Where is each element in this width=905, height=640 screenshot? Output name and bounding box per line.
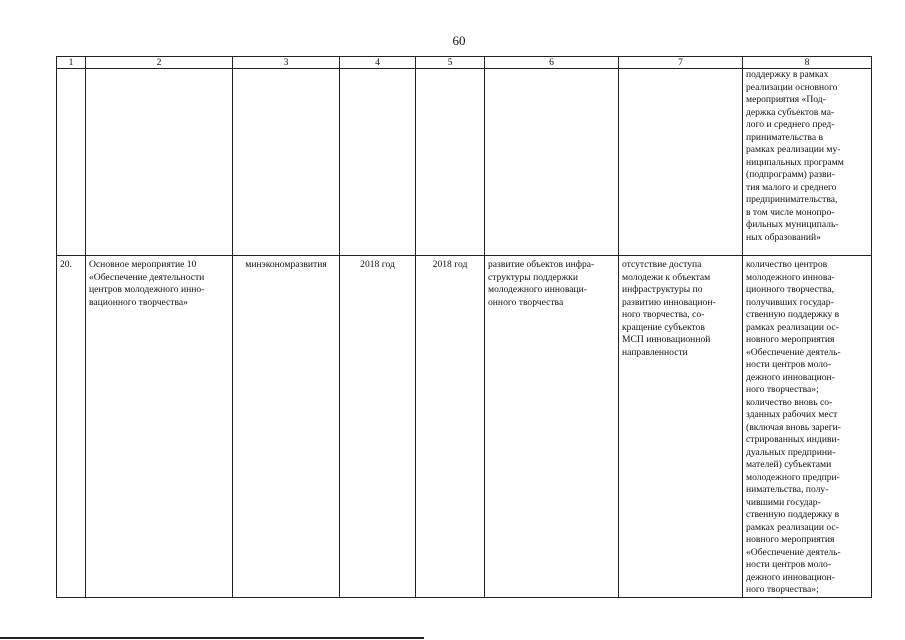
cell-measure-name: Основное мероприятие 10 «Обеспечение деятельности центров молодежного инно- вационного творчества» xyxy=(86,256,233,598)
cell-empty xyxy=(340,69,416,256)
cell-empty xyxy=(485,69,619,256)
column-number-5: 5 xyxy=(416,57,485,69)
column-number-1: 1 xyxy=(57,57,86,69)
cell-empty xyxy=(86,69,233,256)
program-measures-table xyxy=(56,56,872,598)
page-number: 60 xyxy=(452,33,466,48)
cell-empty xyxy=(619,69,743,256)
cell-row-number: 20. xyxy=(57,256,86,598)
cell-indicators-continued: поддержку в рамках реализации основного мероприятия «Под- держка субъектов ма- лого и среднего пред- принимательства в рамках реализации му- ниципальных программ (подпрограмм) разви- тия малого и среднего предпринимательства, в том числе монопро- фильных муниципаль- ных образований» xyxy=(743,69,872,256)
column-number-2: 2 xyxy=(86,57,233,69)
column-number-6: 6 xyxy=(485,57,619,69)
column-number-4: 4 xyxy=(340,57,416,69)
table-row-20 xyxy=(57,256,872,598)
cell-empty xyxy=(233,69,340,256)
table-header-row xyxy=(57,57,872,69)
cell-expected-result: развитие объектов инфра- структуры поддержки молодежного инноваци- онного творчества xyxy=(485,256,619,598)
cell-start-year: 2018 год xyxy=(340,256,416,598)
cell-empty xyxy=(416,69,485,256)
table-row-continuation xyxy=(57,69,872,256)
column-number-3: 3 xyxy=(233,57,340,69)
cell-executor: минэкономразвития xyxy=(233,256,340,598)
column-number-8: 8 xyxy=(743,57,872,69)
bottom-rule xyxy=(0,637,424,639)
cell-empty xyxy=(57,69,86,256)
cell-end-year: 2018 год xyxy=(416,256,485,598)
cell-consequences: отсутствие доступа молодежи к объектам инфраструктуры по развитию инновацион- ного творчества, со- кращение субъектов МСП инновационной направленности xyxy=(619,256,743,598)
cell-indicators: количество центров молодежного иннова- ционного творчества, получивших государ- ственную поддержку в рамках реализации ос- новного мероприятия «Обеспечение деятель- ности центров моло- дежного инновацион- ного творчества»; количество вновь со- зданных рабочих мест (включая вновь зареги- стрированных индиви- дуальных предприни- мателей) субъектами молодежного предпри- нимательства, полу- чившими государ- ственную поддержку в рамках реализации ос- новного мероприятия «Обеспечение деятель- ности центров моло- дежного инновацион- ного творчества»; xyxy=(743,256,872,598)
column-number-7: 7 xyxy=(619,57,743,69)
